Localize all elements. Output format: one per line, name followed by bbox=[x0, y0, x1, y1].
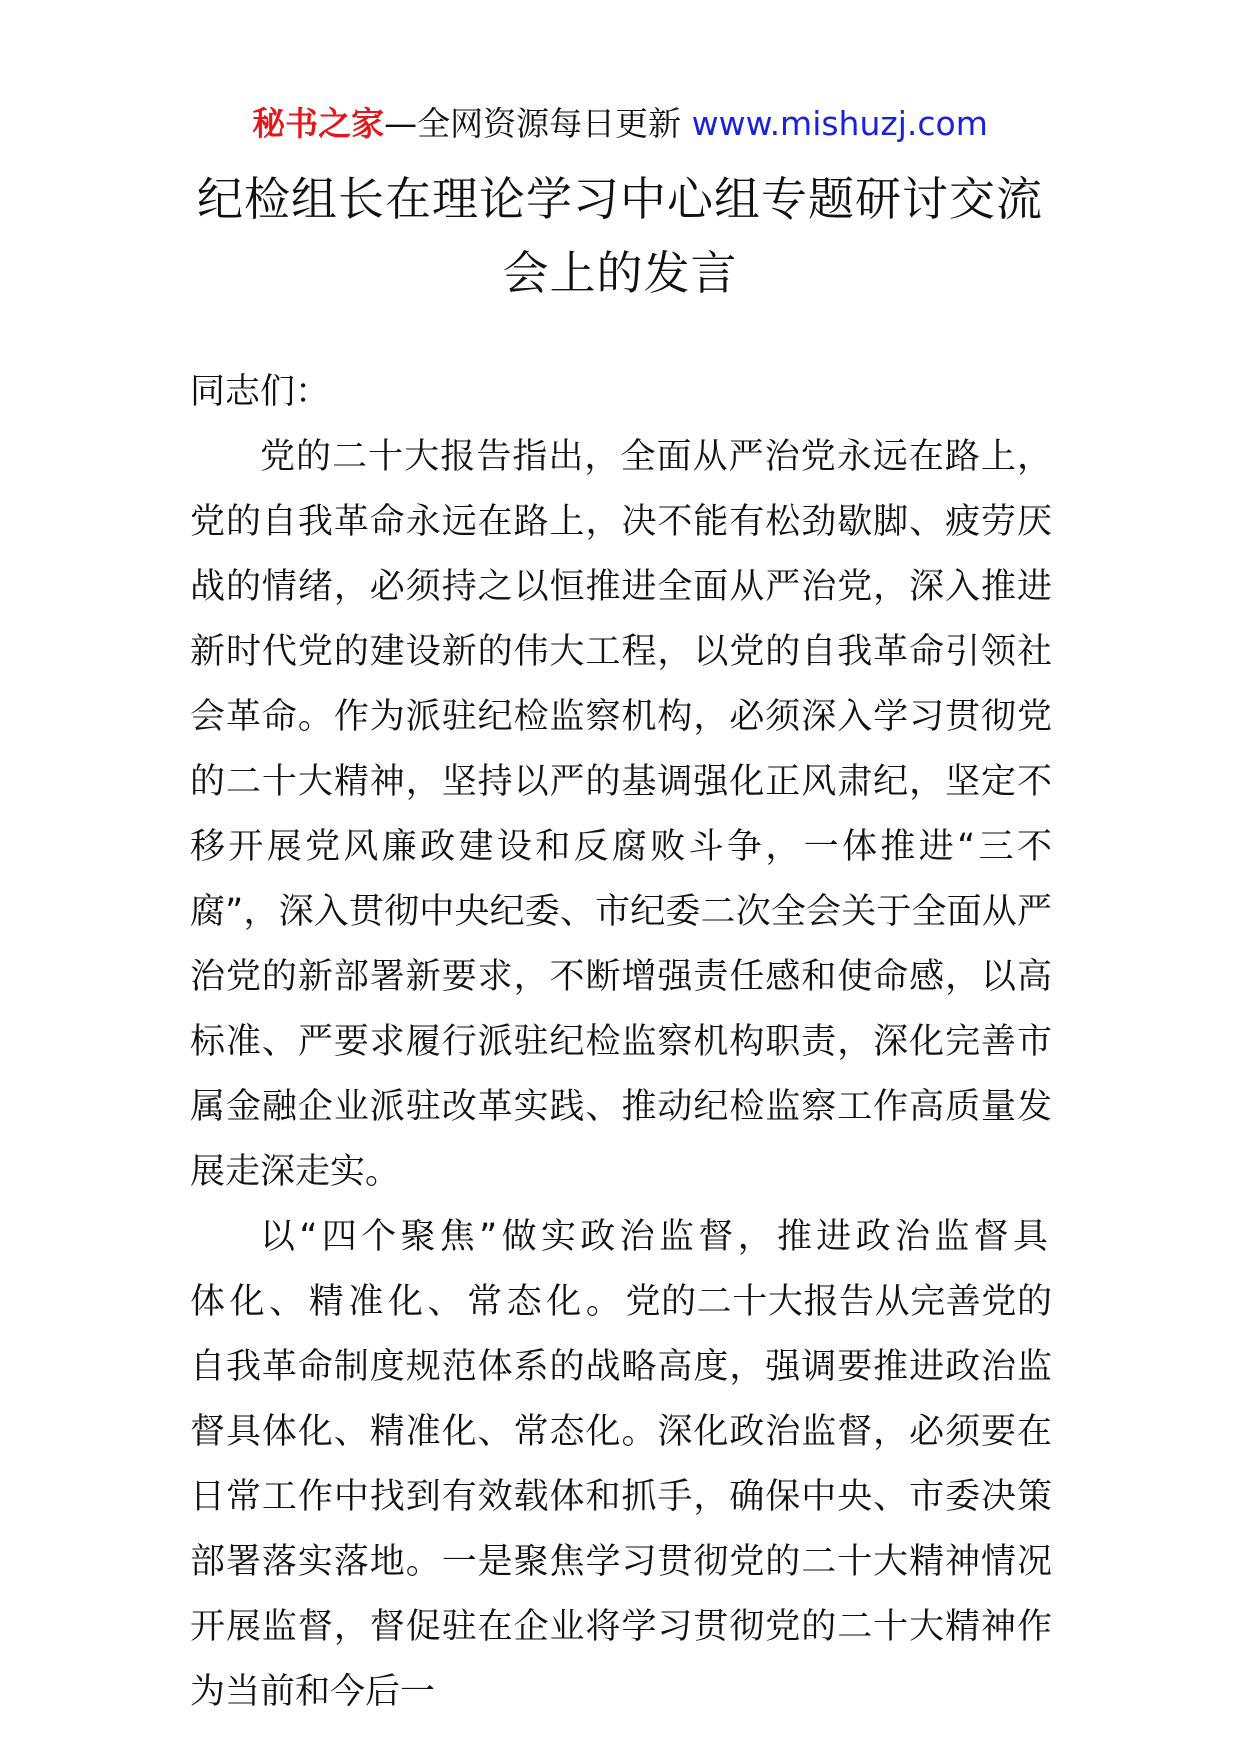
brand-name: 秘书之家 bbox=[252, 104, 385, 143]
site-header bbox=[0, 102, 1240, 146]
header-tagline: —全网资源每日更新 bbox=[384, 104, 682, 143]
document-title: 纪检组长在理论学习中心组专题研讨交流会上的发言 bbox=[197, 172, 1043, 300]
document-body bbox=[190, 360, 1052, 1725]
salutation: 同志们： bbox=[190, 372, 331, 412]
paragraph-intro: 党的二十大报告指出，全面从严治党永远在路上，党的自我革命永远在路上，决不能有松劲歇脚、疲劳厌战的情绪，必须持之以恒推进全面从严治党，深入推进新时代党的建设新的伟大工程，以党的自我革命引领社会革命。作为派驻纪检监察机构，必须深入学习贯彻党的二十大精神，坚持以严的基调强化正风肃纪，坚定不移开展党风廉政建设和反腐败斗争，一体推进“三不腐”，深入贯彻中央纪委、市纪委二次全会关于全面从严治党的新部署新要求，不断增强责任感和使命感，以高标准、严要求履行派驻纪检监察机构职责，深化完善市属金融企业派驻改革实践、推动纪检监察工作高质量发展走深走实。 bbox=[190, 437, 1052, 1192]
site-url-link[interactable]: www.mishuzj.com bbox=[691, 104, 988, 143]
paragraph-political-supervision bbox=[190, 1205, 1052, 1725]
section-heading: 以“四个聚焦”做实政治监督，推进政治监督具体化、精准化、常态化。 bbox=[190, 1217, 1052, 1322]
section-body-text: 党的二十大报告从完善党的自我革命制度规范体系的战略高度，强调要推进政治监督具体化、精准化、常态化。深化政治监督，必须要在日常工作中找到有效载体和抓手，确保中央、市委决策部署落实落地。一是聚焦学习贯彻党的二十大精神情况开展监督，督促驻在企业将学习贯彻党的二十大精神作为当前和今后一 bbox=[190, 1282, 1052, 1712]
